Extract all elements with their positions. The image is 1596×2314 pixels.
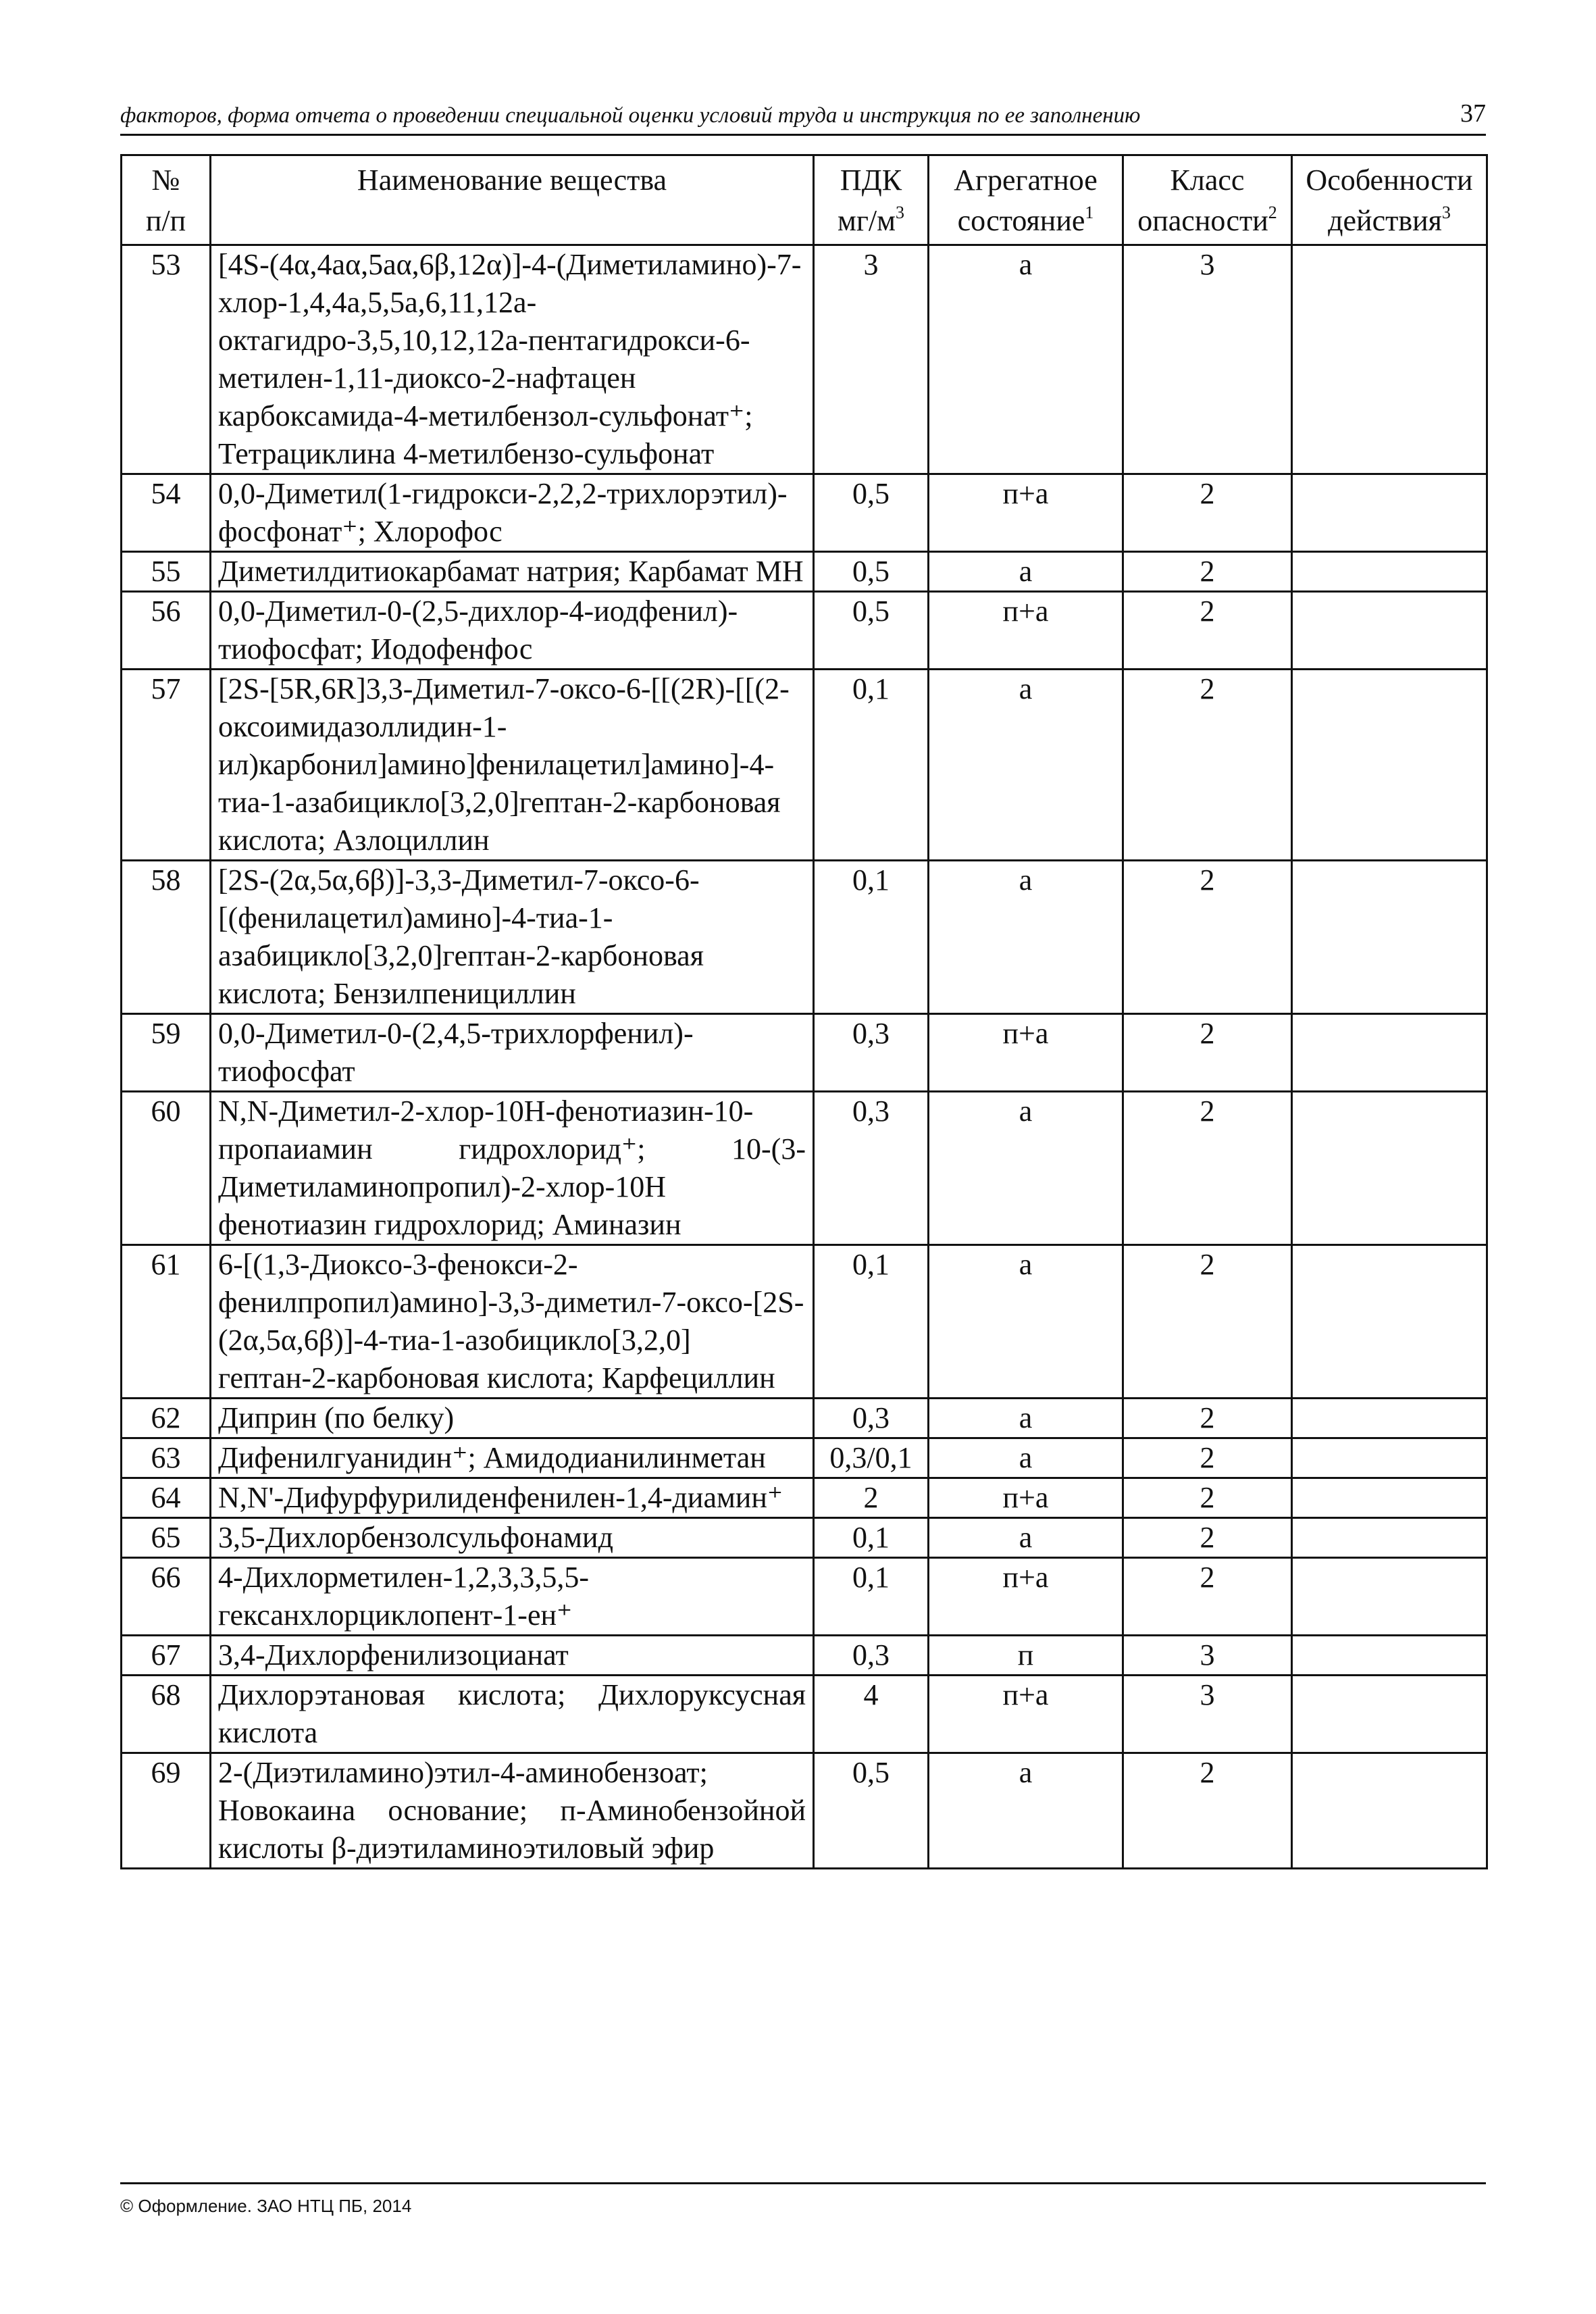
cell-substance-name: 2-(Диэтиламино)этил-4-аминобензоат; Новокаина основание; п-Аминобензойной кислоты β-диэтиламиноэтиловый эфир	[211, 1753, 814, 1869]
table-row	[122, 1636, 1487, 1676]
cell-features	[1292, 1676, 1487, 1753]
cell-hazard-class: 2	[1123, 1438, 1292, 1478]
cell-features	[1292, 1399, 1487, 1438]
cell-substance-name: 6-[(1,3-Диоксо-3-фенокси-2-фенилпропил)амино]-3,3-диметил-7-оксо-[2S-(2α,5α,6β)]-4-тиа-1-азобицикло[3,2,0] гептан-2-карбоновая кислота; Карфециллин	[211, 1245, 814, 1399]
cell-pdk: 0,1	[814, 861, 929, 1014]
cell-state: а	[929, 1092, 1123, 1245]
cell-features	[1292, 1478, 1487, 1518]
table-row	[122, 245, 1487, 474]
cell-pdk: 3	[814, 245, 929, 474]
cell-features	[1292, 1558, 1487, 1636]
cell-features	[1292, 1753, 1487, 1869]
cell-state: п+а	[929, 1014, 1123, 1092]
footer-copyright: © Оформление. ЗАО НТЦ ПБ, 2014	[120, 2196, 412, 2216]
cell-state: а	[929, 552, 1123, 592]
cell-state: п+а	[929, 1558, 1123, 1636]
cell-features	[1292, 1092, 1487, 1245]
table-row	[122, 1478, 1487, 1518]
cell-num: 58	[122, 861, 211, 1014]
cell-num: 61	[122, 1245, 211, 1399]
cell-features	[1292, 1518, 1487, 1558]
cell-hazard-class: 2	[1123, 592, 1292, 670]
cell-num: 63	[122, 1438, 211, 1478]
footer-rule	[120, 2182, 1486, 2184]
cell-num: 65	[122, 1518, 211, 1558]
cell-pdk: 0,3	[814, 1092, 929, 1245]
cell-pdk: 0,5	[814, 1753, 929, 1869]
table-row	[122, 1676, 1487, 1753]
cell-substance-name: Дифенилгуанидин⁺; Амидодианилинметан	[211, 1438, 814, 1478]
cell-num: 69	[122, 1753, 211, 1869]
table-row	[122, 1753, 1487, 1869]
cell-substance-name: [4S-(4α,4aα,5aα,6β,12α)]-4-(Диметиламино)-7-хлор-1,4,4a,5,5a,6,11,12a-октагидро-3,5,10,12,12a-пентагидрокси-6-метилен-1,11-диоксо-2-нафтацен карбоксамида-4-метилбензол-сульфонат⁺; Тетрациклина 4-метилбензо-сульфонат	[211, 245, 814, 474]
cell-num: 68	[122, 1676, 211, 1753]
cell-substance-name: 0,0-Диметил-0-(2,5-дихлор-4-иодфенил)-тиофосфат; Иодофенфос	[211, 592, 814, 670]
cell-num: 57	[122, 670, 211, 861]
cell-state: п+а	[929, 592, 1123, 670]
table-row	[122, 1438, 1487, 1478]
cell-hazard-class: 2	[1123, 1014, 1292, 1092]
cell-hazard-class: 3	[1123, 1636, 1292, 1676]
column-header-pdk: ПДК $мг/м^3$	[814, 155, 929, 245]
cell-hazard-class: 2	[1123, 474, 1292, 552]
cell-pdk: 0,5	[814, 552, 929, 592]
table-row	[122, 592, 1487, 670]
cell-hazard-class: 2	[1123, 670, 1292, 861]
cell-features	[1292, 552, 1487, 592]
cell-hazard-class: 2	[1123, 1478, 1292, 1518]
page-number: 37	[1460, 99, 1486, 128]
cell-pdk: 0,5	[814, 474, 929, 552]
cell-features	[1292, 592, 1487, 670]
cell-features	[1292, 1245, 1487, 1399]
cell-pdk: 0,3	[814, 1014, 929, 1092]
cell-num: 60	[122, 1092, 211, 1245]
cell-hazard-class: 2	[1123, 1092, 1292, 1245]
cell-hazard-class: 2	[1123, 1558, 1292, 1636]
cell-state: а	[929, 245, 1123, 474]
cell-num: 54	[122, 474, 211, 552]
substances-table	[120, 154, 1488, 1869]
cell-pdk: 0,3/0,1	[814, 1438, 929, 1478]
cell-features	[1292, 670, 1487, 861]
cell-hazard-class: 3	[1123, 245, 1292, 474]
cell-pdk: 0,1	[814, 1518, 929, 1558]
cell-substance-name: 3,4-Дихлорфенилизоцианат	[211, 1636, 814, 1676]
table-row	[122, 1014, 1487, 1092]
cell-features	[1292, 861, 1487, 1014]
cell-features	[1292, 245, 1487, 474]
cell-pdk: 4	[814, 1676, 929, 1753]
cell-substance-name: 0,0-Диметил(1-гидрокси-2,2,2-трихлорэтил)-фосфонат⁺; Хлорофос	[211, 474, 814, 552]
cell-pdk: 0,3	[814, 1636, 929, 1676]
table-row	[122, 474, 1487, 552]
cell-hazard-class: 2	[1123, 1399, 1292, 1438]
cell-substance-name: 4-Дихлорметилен-1,2,3,3,5,5-гексанхлорциклопент-1-ен⁺	[211, 1558, 814, 1636]
cell-features	[1292, 1636, 1487, 1676]
cell-num: 64	[122, 1478, 211, 1518]
cell-state: п	[929, 1636, 1123, 1676]
cell-substance-name: Дихлорэтановая кислота; Дихлоруксусная кислота	[211, 1676, 814, 1753]
column-header-name: Наименование вещества	[211, 155, 814, 245]
cell-pdk: 2	[814, 1478, 929, 1518]
cell-hazard-class: 2	[1123, 861, 1292, 1014]
table-row	[122, 1092, 1487, 1245]
column-header-state: Агрегатное состояние$^1$	[929, 155, 1123, 245]
cell-num: 59	[122, 1014, 211, 1092]
cell-state: а	[929, 1245, 1123, 1399]
cell-substance-name: 0,0-Диметил-0-(2,4,5-трихлорфенил)-тиофосфат	[211, 1014, 814, 1092]
cell-substance-name: [2S-(2α,5α,6β)]-3,3-Диметил-7-оксо-6-[(фенилацетил)амино]-4-тиа-1-азабицикло[3,2,0]гептан-2-карбоновая кислота; Бензилпенициллин	[211, 861, 814, 1014]
table-row	[122, 1518, 1487, 1558]
cell-hazard-class: 3	[1123, 1676, 1292, 1753]
cell-features	[1292, 1014, 1487, 1092]
cell-pdk: 0,1	[814, 670, 929, 861]
table-header-row	[122, 155, 1487, 245]
cell-state: а	[929, 1438, 1123, 1478]
cell-num: 62	[122, 1399, 211, 1438]
cell-features	[1292, 474, 1487, 552]
cell-hazard-class: 2	[1123, 1753, 1292, 1869]
table-row	[122, 670, 1487, 861]
table-row	[122, 1558, 1487, 1636]
table-row	[122, 552, 1487, 592]
cell-substance-name: Диметилдитиокарбамат натрия; Карбамат МН	[211, 552, 814, 592]
cell-pdk: 0,1	[814, 1558, 929, 1636]
cell-num: 67	[122, 1636, 211, 1676]
cell-state: п+а	[929, 1676, 1123, 1753]
table-row	[122, 1399, 1487, 1438]
cell-pdk: 0,1	[814, 1245, 929, 1399]
cell-state: а	[929, 1399, 1123, 1438]
cell-features	[1292, 1438, 1487, 1478]
cell-substance-name: N,N-Диметил-2-хлор-10Н-фенотиазин-10-пропаиамин гидрохлорид⁺; 10-(3-Диметиламинопропил)-2-хлор-10Н фенотиазин гидрохлорид; Аминазин	[211, 1092, 814, 1245]
cell-pdk: 0,5	[814, 592, 929, 670]
column-header-class: Класс опасности$^2$	[1123, 155, 1292, 245]
cell-state: п+а	[929, 1478, 1123, 1518]
cell-hazard-class: 2	[1123, 1518, 1292, 1558]
cell-state: а	[929, 1753, 1123, 1869]
running-header	[120, 93, 1486, 136]
cell-state: а	[929, 670, 1123, 861]
cell-hazard-class: 2	[1123, 1245, 1292, 1399]
column-header-num: № п/п	[122, 155, 211, 245]
cell-state: а	[929, 1518, 1123, 1558]
cell-substance-name: [2S-[5R,6R]3,3-Диметил-7-оксо-6-[[(2R)-[[(2-оксоимидазоллидин-1-ил)карбонил]амино]фенилацетил]амино]-4-тиа-1-азабицикло[3,2,0]гептан-2-карбоновая кислота; Азлоциллин	[211, 670, 814, 861]
cell-num: 56	[122, 592, 211, 670]
cell-hazard-class: 2	[1123, 552, 1292, 592]
cell-state: а	[929, 861, 1123, 1014]
cell-substance-name: Диприн (по белку)	[211, 1399, 814, 1438]
cell-num: 55	[122, 552, 211, 592]
table-row	[122, 861, 1487, 1014]
header-title: факторов, форма отчета о проведении специальной оценки условий труда и инструкция по ее заполнению	[120, 103, 1141, 128]
cell-num: 66	[122, 1558, 211, 1636]
table-row	[122, 1245, 1487, 1399]
cell-num: 53	[122, 245, 211, 474]
cell-substance-name: N,N'-Дифурфурилиденфенилен-1,4-диамин⁺	[211, 1478, 814, 1518]
cell-substance-name: 3,5-Дихлорбензолсульфонамид	[211, 1518, 814, 1558]
column-header-features: Особенности действия$^3$	[1292, 155, 1487, 245]
cell-state: п+а	[929, 474, 1123, 552]
cell-pdk: 0,3	[814, 1399, 929, 1438]
